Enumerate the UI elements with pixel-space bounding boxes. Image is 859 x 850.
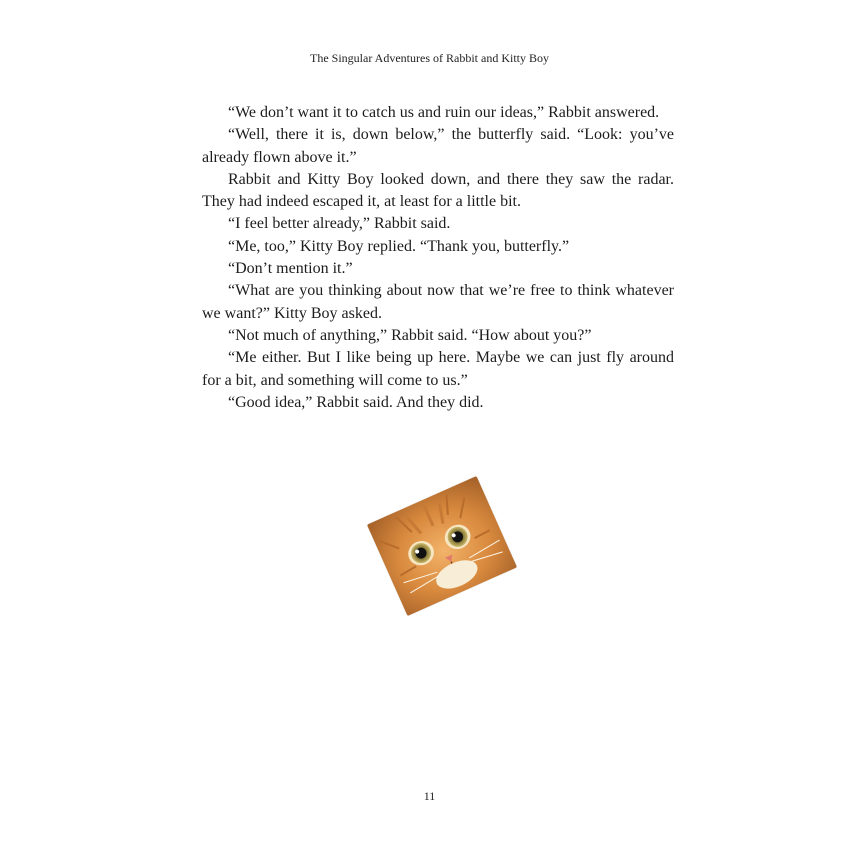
paragraph: “Not much of anything,” Rabbit said. “How about you?”: [228, 326, 592, 344]
paragraph: “Don’t mention it.”: [228, 260, 353, 278]
paragraph: “We don’t want it to catch us and ruin our ideas,” Rabbit answered.: [228, 104, 660, 121]
paragraph: “What are you thinking about now that we’re free to think whatever we want?” Kitty Boy asked.: [202, 282, 674, 322]
running-head-title: The Singular Adventures of Rabbit and Kitty Boy: [310, 51, 549, 65]
paragraph: Rabbit and Kitty Boy looked down, and there they saw the radar. They had indeed escaped it, at least for a little bit.: [202, 170, 674, 211]
page-number: 11: [423, 789, 436, 803]
paragraph: “Me, too,” Kitty Boy replied. “Thank you, butterfly.”: [228, 237, 570, 255]
cat-face-illustration: [367, 476, 517, 616]
paragraph: “I feel better already,” Rabbit said.: [228, 215, 451, 233]
paragraph: “Me either. But I like being up here. Maybe we can just fly around for a bit, and something will come to us.”: [202, 349, 674, 389]
paragraph: “Well, there it is, down below,” the butterfly said. “Look: you’ve already flown above it.”: [202, 126, 674, 166]
paragraph: “Good idea,” Rabbit said. And they did.: [228, 393, 484, 411]
story-text: [202, 102, 674, 414]
